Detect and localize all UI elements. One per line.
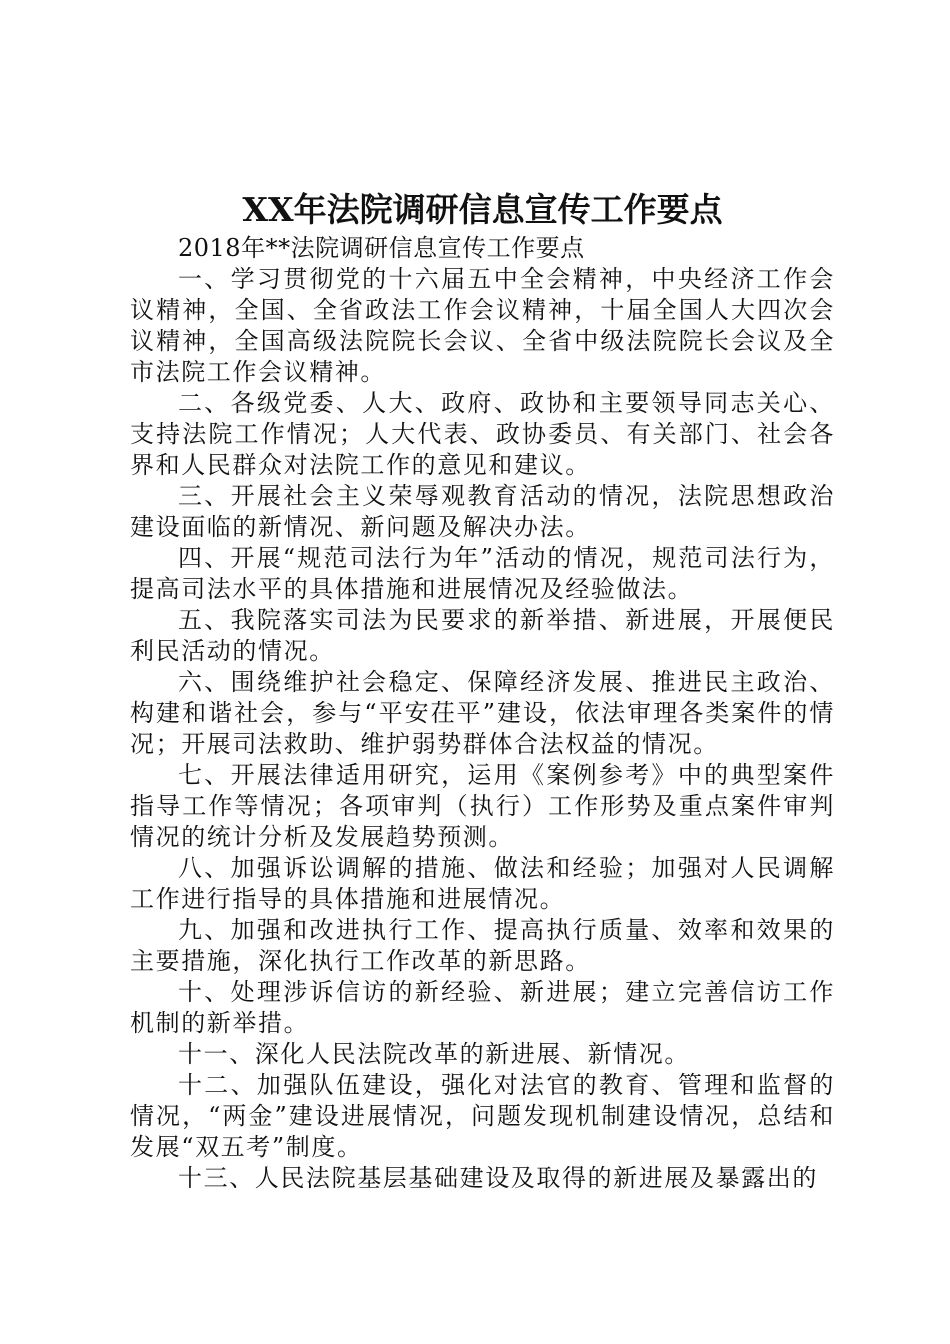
paragraph-8: 八、加强诉讼调解的措施、做法和经验；加强对人民调解工作进行指导的具体措施和进展情况。 [130, 854, 835, 913]
paragraph-13: 十三、人民法院基层基础建设及取得的新进展及暴露出的 [178, 1164, 818, 1192]
paragraph-7: 七、开展法律适用研究，运用《案例参考》中的典型案件指导工作等情况；各项审判（执行）工作形势及重点案件审判情况的统计分析及发展趋势预测。 [130, 761, 835, 851]
paragraph-10: 十、处理涉诉信访的新经验、新进展；建立完善信访工作机制的新举措。 [130, 978, 835, 1037]
paragraph-4: 四、开展“规范司法行为年”活动的情况，规范司法行为，提高司法水平的具体措施和进展情况及经验做法。 [130, 544, 835, 603]
paragraph-9: 九、加强和改进执行工作、提高执行质量、效率和效果的主要措施，深化执行工作改革的新思路。 [130, 916, 835, 975]
paragraph-6: 六、围绕维护社会稳定、保障经济发展、推进民主政治、构建和谐社会，参与“平安茌平”建设，依法审理各类案件的情况；开展司法救助、维护弱势群体合法权益的情况。 [130, 668, 835, 758]
paragraph-1: 一、学习贯彻党的十六届五中全会精神，中央经济工作会议精神，全国、全省政法工作会议精神，十届全国人大四次会议精神，全国高级法院院长会议、全省中级法院院长会议及全市法院工作会议精神。 [130, 265, 835, 386]
document-page [130, 188, 835, 1194]
document-subtitle: 2018年**法院调研信息宣传工作要点 [178, 234, 585, 262]
paragraph-3: 三、开展社会主义荣辱观教育活动的情况，法院思想政治建设面临的新情况、新问题及解决办法。 [130, 482, 835, 541]
paragraph-2: 二、各级党委、人大、政府、政协和主要领导同志关心、支持法院工作情况；人大代表、政协委员、有关部门、社会各界和人民群众对法院工作的意见和建议。 [130, 389, 835, 479]
paragraph-5: 五、我院落实司法为民要求的新举措、新进展，开展便民利民活动的情况。 [130, 606, 835, 665]
document-title: XX年法院调研信息宣传工作要点 [242, 190, 723, 229]
paragraph-12: 十二、加强队伍建设，强化对法官的教育、管理和监督的情况，“两金”建设进展情况，问题发现机制建设情况，总结和发展“双五考”制度。 [130, 1071, 835, 1161]
paragraph-11: 十一、深化人民法院改革的新进展、新情况。 [178, 1040, 690, 1068]
